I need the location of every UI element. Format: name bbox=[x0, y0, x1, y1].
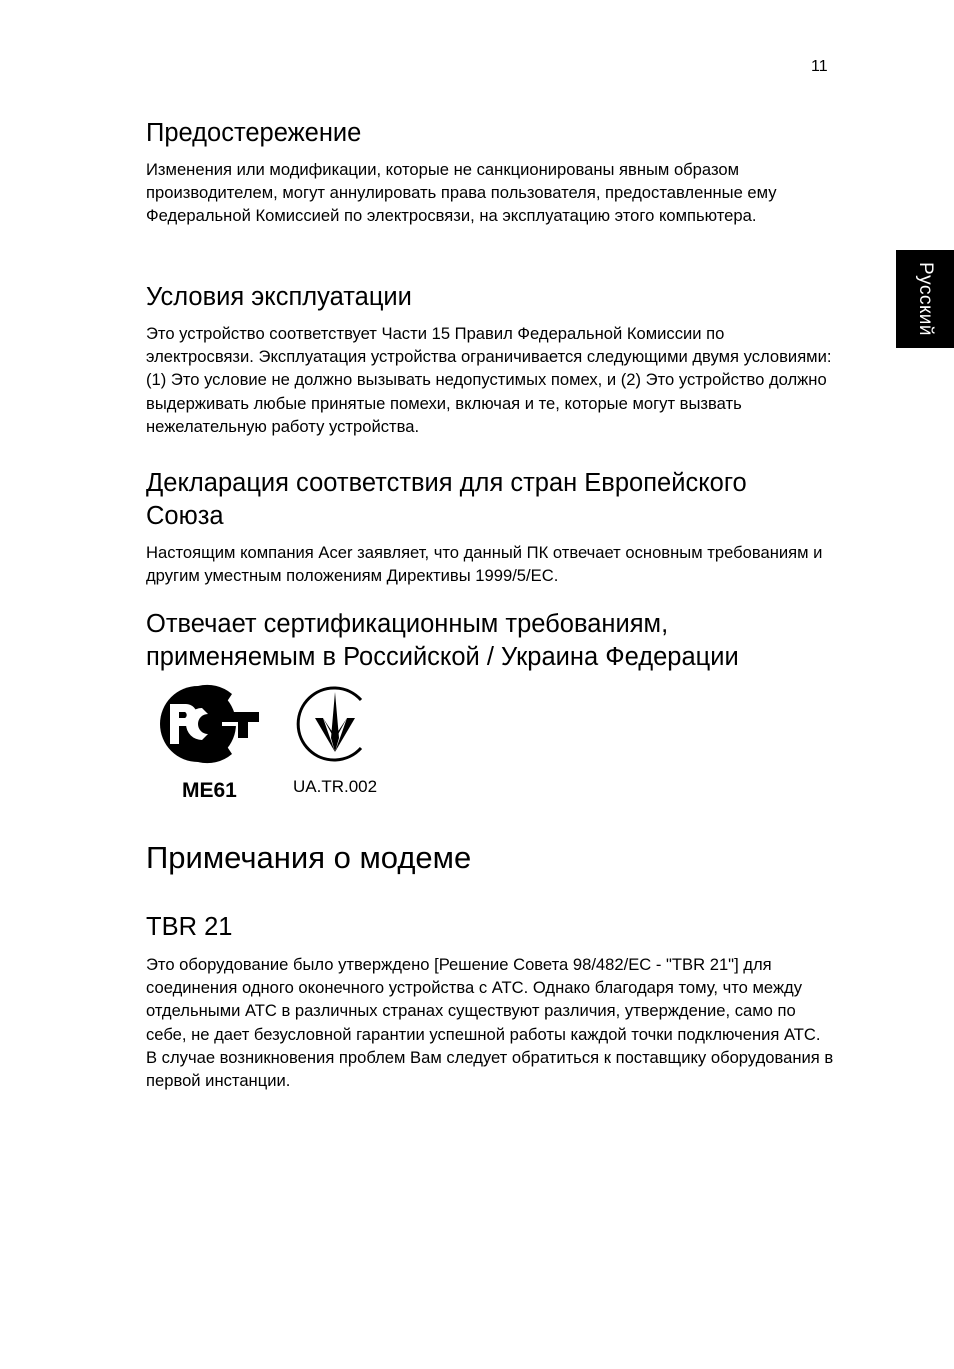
certification-heading-line2: применяемым в Российской / Украина Федерации bbox=[146, 643, 739, 671]
pct-certification-mark-icon bbox=[158, 682, 262, 766]
certification-logos bbox=[146, 676, 446, 811]
ua-trident-certification-mark-icon bbox=[295, 682, 375, 766]
eu-declaration-heading-line2: Союза bbox=[146, 502, 224, 530]
warning-body: Изменения или модификации, которые не санкционированы явным образом производителем, могут аннулировать права пользователя, предоставленные ему Федеральной Комиссией по электросвязи, на эксплуатацию этого компьютера. bbox=[146, 160, 777, 226]
page-number: 11 bbox=[811, 58, 828, 75]
modem-notes-heading: Примечания о модеме bbox=[146, 840, 472, 875]
language-tab-label: Русский bbox=[915, 262, 936, 336]
tbr21-heading: TBR 21 bbox=[146, 913, 233, 941]
pct-certification-code: ME61 bbox=[182, 779, 237, 802]
certification-heading-line1: Отвечает сертификационным требованиям, bbox=[146, 610, 669, 638]
eu-declaration-heading bbox=[146, 467, 747, 533]
operating-conditions-body: Это устройство соответствует Части 15 Правил Федеральной Комиссии по электросвязи. Эксплуатация устройства ограничивается следующими двумя условиями: (1) Это условие не должно вызывать недопустимых помех, и (2) Это устройство должно выдерживать любые принятые помехи, включая и те, которые могут вызвать нежелательную работу устройства. bbox=[146, 324, 832, 436]
certification-heading bbox=[146, 608, 739, 674]
eu-declaration-heading-line1: Декларация соответствия для стран Европейского bbox=[146, 469, 747, 497]
ua-certification-code: UA.TR.002 bbox=[293, 777, 378, 796]
warning-heading: Предостережение bbox=[146, 119, 362, 147]
operating-conditions-heading: Условия эксплуатации bbox=[146, 283, 412, 311]
eu-declaration-body: Настоящим компания Acer заявляет, что данный ПК отвечает основным требованиям и другим уместным положениям Директивы 1999/5/EC. bbox=[146, 543, 823, 586]
tbr21-body: Это оборудование было утверждено [Решение Совета 98/482/EC - "TBR 21"] для соединения одного оконечного устройства с АТС. Однако благодаря тому, что между отдельными АТС в различных странах существуют различия, утверждение, само по себе, не дает безусловной гарантии успешной работы каждой точки подключения АТС. В случае возникновения проблем Вам следует обратиться к поставщику оборудования в первой инстанции. bbox=[146, 955, 834, 1091]
language-tab bbox=[896, 250, 954, 348]
